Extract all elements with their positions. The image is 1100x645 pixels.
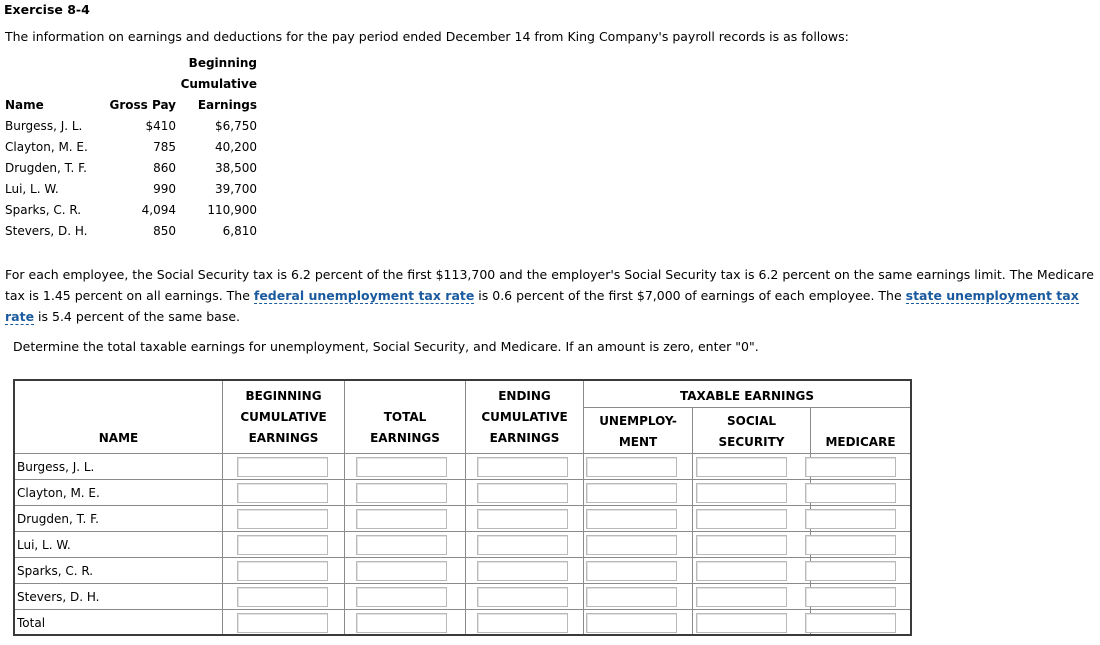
employee-name: Drugden, T. F. xyxy=(5,161,87,175)
cumulative-earnings: 110,900 xyxy=(207,203,257,217)
row-label-burgess: Burgess, J. L. xyxy=(17,460,95,474)
row-label-clayton: Clayton, M. E. xyxy=(17,486,100,500)
table-row xyxy=(3,179,257,200)
burgess-unemployment-input[interactable] xyxy=(586,457,677,477)
burgess-social-security-input[interactable] xyxy=(696,457,787,477)
tax-rules-paragraph xyxy=(5,264,1097,327)
row-label-total: Total xyxy=(17,616,46,630)
burgess-total-input[interactable] xyxy=(356,457,447,477)
gross-pay: 4,094 xyxy=(141,203,176,217)
grid-header-total: TOTAL xyxy=(383,410,427,424)
lui-unemployment-input[interactable] xyxy=(586,535,677,555)
clayton-medicare-input[interactable] xyxy=(805,483,896,503)
gross-pay: 850 xyxy=(153,224,176,238)
gross-pay: $410 xyxy=(145,119,176,133)
table-row xyxy=(3,116,257,137)
header-gross-pay: Gross Pay xyxy=(109,98,176,112)
employee-name: Stevers, D. H. xyxy=(5,224,88,238)
grid-header-beginning: EARNINGS xyxy=(248,431,319,445)
payroll-info-table xyxy=(3,53,257,242)
stevers-total-input[interactable] xyxy=(356,587,447,607)
state-unemployment-tax-rate-link[interactable]: state unemployment tax rate xyxy=(5,288,1079,324)
drugden-medicare-input[interactable] xyxy=(805,509,896,529)
header-cumulative: Cumulative xyxy=(180,77,257,91)
lui-ending-input[interactable] xyxy=(477,535,568,555)
cumulative-earnings: 39,700 xyxy=(215,182,257,196)
cumulative-earnings: 40,200 xyxy=(215,140,257,154)
drugden-ending-input[interactable] xyxy=(477,509,568,529)
grid-header-beginning: CUMULATIVE xyxy=(240,410,327,424)
grid-header-taxable-earnings: TAXABLE EARNINGS xyxy=(679,389,814,403)
paragraph-text: For each employee, the Social Security tax is 6.2 percent of the first $113,700 and the employer's Social Security tax is 6.2 percent on the same earnings limit. The Medicare tax is 1.45 percent on all earnings. The xyxy=(5,267,1094,303)
instruction-text: Determine the total taxable earnings for unemployment, Social Security, and Medicare. If an amount is zero, enter "0". xyxy=(13,339,759,354)
total-social-security-input[interactable] xyxy=(696,613,787,633)
grid-header-name: NAME xyxy=(98,431,139,445)
grid-header-total: EARNINGS xyxy=(370,431,440,445)
drugden-social-security-input[interactable] xyxy=(696,509,787,529)
header-name: Name xyxy=(5,98,44,112)
drugden-beginning-input[interactable] xyxy=(237,509,328,529)
header-beginning: Beginning xyxy=(188,56,257,70)
sparks-total-input[interactable] xyxy=(356,561,447,581)
grid-header-unemployment: MENT xyxy=(618,435,658,449)
lui-total-input[interactable] xyxy=(356,535,447,555)
grid-header-ending: EARNINGS xyxy=(489,431,560,445)
total-beginning-input[interactable] xyxy=(237,613,328,633)
cumulative-earnings: $6,750 xyxy=(215,119,257,133)
grid-header-unemployment: UNEMPLOY- xyxy=(599,414,677,428)
drugden-total-input[interactable] xyxy=(356,509,447,529)
sparks-social-security-input[interactable] xyxy=(696,561,787,581)
clayton-total-input[interactable] xyxy=(356,483,447,503)
sparks-unemployment-input[interactable] xyxy=(586,561,677,581)
stevers-medicare-input[interactable] xyxy=(805,587,896,607)
row-label-lui: Lui, L. W. xyxy=(17,538,71,552)
sparks-medicare-input[interactable] xyxy=(805,561,896,581)
grid-header-social-security: SECURITY xyxy=(718,435,785,449)
employee-name: Burgess, J. L. xyxy=(5,119,83,133)
table-row xyxy=(3,137,257,158)
stevers-social-security-input[interactable] xyxy=(696,587,787,607)
employee-name: Sparks, C. R. xyxy=(5,203,82,217)
burgess-beginning-input[interactable] xyxy=(237,457,328,477)
clayton-unemployment-input[interactable] xyxy=(586,483,677,503)
grid-header-medicare: MEDICARE xyxy=(825,435,896,449)
burgess-medicare-input[interactable] xyxy=(805,457,896,477)
row-label-sparks: Sparks, C. R. xyxy=(17,564,94,578)
sparks-ending-input[interactable] xyxy=(477,561,568,581)
federal-unemployment-tax-rate-link[interactable]: federal unemployment tax rate xyxy=(253,288,475,303)
sparks-beginning-input[interactable] xyxy=(237,561,328,581)
lui-social-security-input[interactable] xyxy=(696,535,787,555)
total-ending-input[interactable] xyxy=(477,613,568,633)
cumulative-earnings: 38,500 xyxy=(215,161,257,175)
stevers-beginning-input[interactable] xyxy=(237,587,328,607)
grid-header-social-security: SOCIAL xyxy=(726,414,777,428)
burgess-ending-input[interactable] xyxy=(477,457,568,477)
exercise-title: Exercise 8-4 xyxy=(4,2,90,17)
employee-name: Lui, L. W. xyxy=(5,182,59,196)
grid-header-ending: CUMULATIVE xyxy=(481,410,568,424)
total-total-input[interactable] xyxy=(356,613,447,633)
header-earnings: Earnings xyxy=(197,98,257,112)
total-unemployment-input[interactable] xyxy=(586,613,677,633)
employee-name: Clayton, M. E. xyxy=(5,140,88,154)
drugden-unemployment-input[interactable] xyxy=(586,509,677,529)
gross-pay: 990 xyxy=(153,182,176,196)
grid-header-ending: ENDING xyxy=(498,389,551,403)
table-row xyxy=(3,221,257,242)
paragraph-text: is 5.4 percent of the same base. xyxy=(34,309,240,324)
row-label-stevers: Stevers, D. H. xyxy=(17,590,100,604)
total-medicare-input[interactable] xyxy=(805,613,896,633)
row-label-drugden: Drugden, T. F. xyxy=(17,512,99,526)
clayton-beginning-input[interactable] xyxy=(237,483,328,503)
gross-pay: 785 xyxy=(153,140,176,154)
stevers-unemployment-input[interactable] xyxy=(586,587,677,607)
clayton-ending-input[interactable] xyxy=(477,483,568,503)
cumulative-earnings: 6,810 xyxy=(222,224,257,238)
lui-beginning-input[interactable] xyxy=(237,535,328,555)
gross-pay: 860 xyxy=(153,161,176,175)
intro-text: The information on earnings and deductions for the pay period ended December 14 from King Company's payroll records is as follows: xyxy=(5,29,849,44)
table-row xyxy=(3,158,257,179)
lui-medicare-input[interactable] xyxy=(805,535,896,555)
paragraph-text: is 0.6 percent of the first $7,000 of earnings of each employee. The xyxy=(474,288,906,303)
clayton-social-security-input[interactable] xyxy=(696,483,787,503)
table-row xyxy=(3,200,257,221)
stevers-ending-input[interactable] xyxy=(477,587,568,607)
grid-divider xyxy=(583,407,910,408)
answer-grid xyxy=(13,379,912,636)
grid-header-beginning: BEGINNING xyxy=(245,389,322,403)
